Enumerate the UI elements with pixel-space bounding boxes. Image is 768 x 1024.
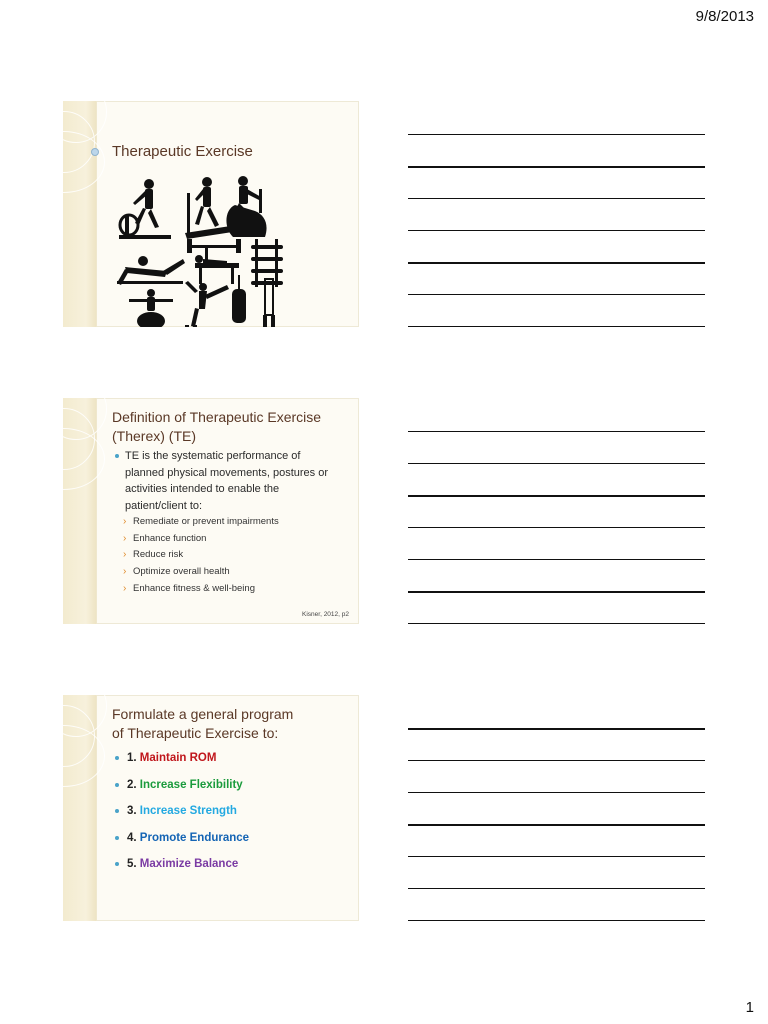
slide-title-line: (Therex) (TE) bbox=[112, 428, 196, 444]
slide-decorative-band bbox=[63, 695, 97, 921]
goal-number: 3. bbox=[127, 805, 137, 818]
note-line bbox=[408, 463, 705, 464]
bullet-text-line: TE is the systematic performance of bbox=[125, 450, 301, 462]
bullet-text-line: activities intended to enable the bbox=[125, 483, 280, 495]
note-line bbox=[408, 824, 705, 826]
note-line bbox=[408, 591, 705, 593]
goal-item bbox=[115, 825, 249, 852]
slide-title bbox=[112, 705, 293, 743]
definition-bullets bbox=[115, 448, 328, 598]
goal-text: Promote Endurance bbox=[139, 831, 250, 844]
stability-ball-silhouette bbox=[129, 289, 173, 327]
goal-item bbox=[115, 772, 249, 799]
slide-decorative-band bbox=[63, 398, 97, 624]
note-line bbox=[408, 728, 705, 730]
note-line bbox=[408, 198, 705, 199]
program-goals bbox=[115, 745, 249, 878]
resistance-band-silhouette bbox=[263, 279, 275, 327]
sub-bullet-item: › Remediate or prevent impairments bbox=[115, 514, 328, 531]
goal-number: 5. bbox=[127, 858, 137, 871]
slide-decorative-band bbox=[63, 101, 97, 327]
goal-text: Increase Flexibility bbox=[139, 778, 243, 791]
note-line bbox=[408, 495, 705, 497]
note-line bbox=[408, 856, 705, 857]
goal-text: Maintain ROM bbox=[139, 752, 217, 764]
note-line bbox=[408, 262, 705, 264]
date-header: 9/8/2013 bbox=[695, 8, 754, 25]
slide-title-line: Formulate a general program bbox=[112, 706, 294, 722]
exercise-silhouettes-image bbox=[115, 175, 323, 327]
goal-number: 1. bbox=[127, 752, 137, 764]
sub-bullet-item: › Enhance function bbox=[115, 531, 328, 548]
sub-bullet-item: › Enhance fitness & well-being bbox=[115, 581, 328, 598]
page-number: 1 bbox=[745, 999, 754, 1016]
goal-number: 2. bbox=[127, 778, 137, 791]
elliptical-silhouette bbox=[119, 179, 171, 239]
bullet-text-line: patient/client to: bbox=[125, 499, 203, 512]
citation: Kisner, 2012, p2 bbox=[302, 611, 349, 618]
note-line bbox=[408, 888, 705, 889]
goal-item bbox=[115, 798, 249, 825]
note-line bbox=[408, 760, 705, 761]
note-line bbox=[408, 134, 705, 135]
stationary-bike-silhouette bbox=[226, 176, 266, 237]
slide-general-program bbox=[63, 695, 359, 921]
note-line bbox=[408, 920, 705, 921]
note-line bbox=[408, 326, 705, 327]
note-line bbox=[408, 527, 705, 528]
goal-item bbox=[115, 745, 249, 772]
slide-title-line: Definition of Therapeutic Exercise bbox=[112, 409, 322, 425]
note-line bbox=[408, 294, 705, 295]
goal-number: 4. bbox=[127, 831, 137, 844]
bullet-item bbox=[115, 448, 328, 514]
sub-bullet-item: › Optimize overall health bbox=[115, 564, 328, 581]
slide-therapeutic-exercise bbox=[63, 101, 359, 327]
bench-press-silhouette bbox=[187, 239, 241, 284]
slide-title: Therapeutic Exercise bbox=[112, 143, 253, 160]
kickboxing-silhouette bbox=[185, 281, 229, 327]
goal-text: Increase Strength bbox=[139, 805, 237, 818]
sub-bullet-item: › Reduce risk bbox=[115, 547, 328, 564]
bullet-text-line: planned physical movements, postures or bbox=[125, 466, 328, 479]
goal-item bbox=[115, 851, 249, 878]
note-line bbox=[408, 431, 705, 432]
slide-bullet-dot bbox=[91, 148, 99, 156]
note-line bbox=[408, 559, 705, 560]
punching-bag-silhouette bbox=[232, 275, 246, 323]
slide-definition bbox=[63, 398, 359, 624]
note-line bbox=[408, 623, 705, 624]
note-line bbox=[408, 166, 705, 168]
slide-title bbox=[112, 408, 321, 446]
note-line bbox=[408, 792, 705, 793]
note-line bbox=[408, 230, 705, 231]
slide-title-line: of Therapeutic Exercise to: bbox=[112, 725, 279, 741]
floor-exercise-silhouette bbox=[117, 256, 185, 285]
goal-text: Maximize Balance bbox=[139, 858, 239, 871]
